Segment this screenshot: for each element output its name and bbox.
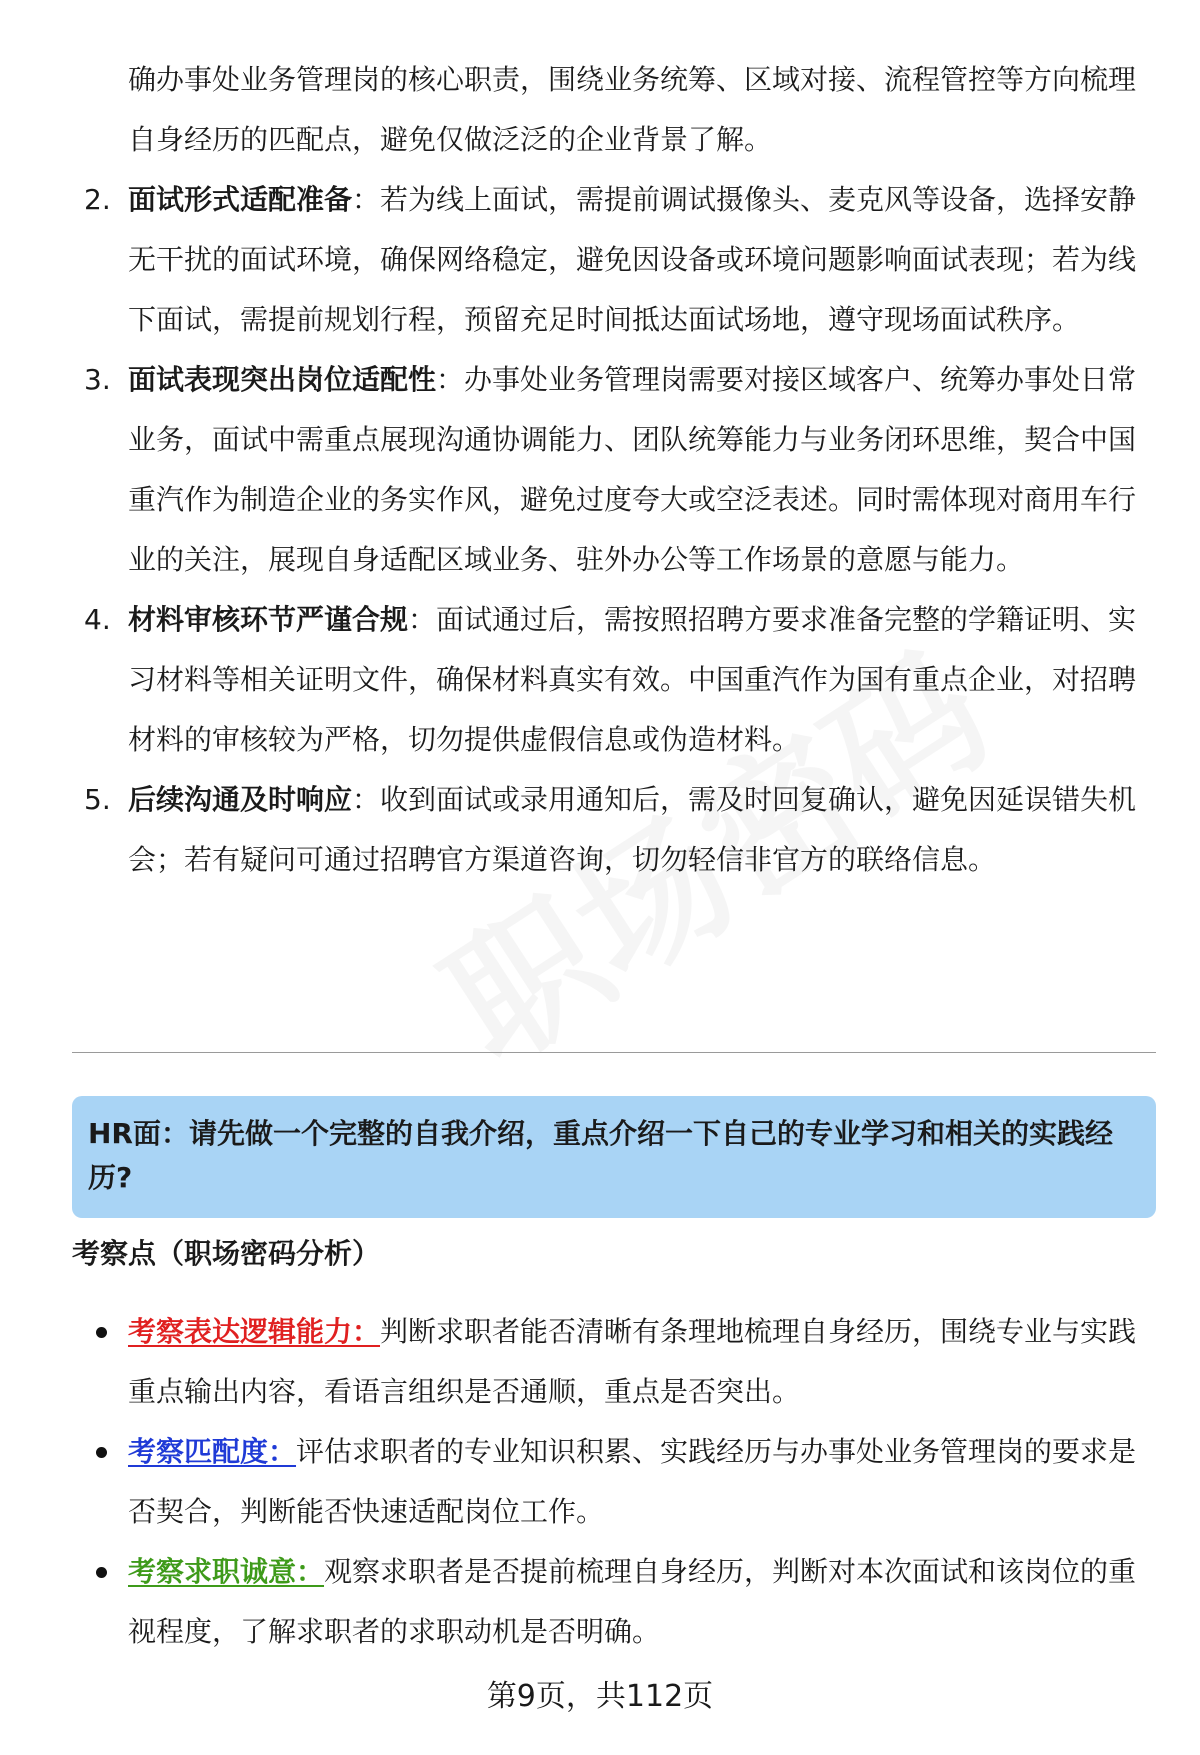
list-item [0,170,1148,350]
list-item [0,770,1148,890]
bullet-text: 判断求职者能否清晰有条理地梳理自身经历，围绕专业与实践重点输出内容，看语言组织是否通顺，重点是否突出。 [128,1315,1137,1408]
question-text: HR面：请先做一个完整的自我介绍，重点介绍一下自己的专业学习和相关的实践经历? [88,1117,1113,1194]
item-number: 2. [84,183,111,216]
item-sep: ： [436,363,465,396]
bullet-text: 评估求职者的专业知识积累、实践经历与办事处业务管理岗的要求是否契合，判断能否快速适配岗位工作。 [128,1435,1137,1528]
item-number: 4. [84,603,111,636]
bullet-label: 考察表达逻辑能力： [128,1315,381,1348]
bullet-label: 考察匹配度： [128,1435,297,1468]
item-sep: ： [352,783,381,816]
item-sep: ： [408,603,437,636]
list-item [0,1542,1148,1662]
item-term: 后续沟通及时响应 [128,783,353,816]
item-term: 材料审核环节严谨合规 [128,603,409,636]
numbered-list [0,170,1200,890]
item-text: 若为线上面试，需提前调试摄像头、麦克风等设备，选择安静无干扰的面试环境，确保网络稳定，避免因设备或环境问题影响面试表现；若为线下面试，需提前规划行程，预留充足时间抵达面试场地，遵守现场面试秩序。 [128,183,1137,336]
item-text: 面试通过后，需按照招聘方要求准备完整的学籍证明、实习材料等相关证明文件，确保材料真实有效。中国重汽作为国有重点企业，对招聘材料的审核较为严格，切勿提供虚假信息或伪造材料。 [128,603,1137,756]
bullet-dot-icon [96,1447,107,1458]
item-text: 办事处业务管理岗需要对接区域客户、统筹办事处日常业务，面试中需重点展现沟通协调能力、团队统筹能力与业务闭环思维，契合中国重汽作为制造企业的务实作风，避免过度夸大或空泛表述。同时需体现对商用车行业的关注，展现自身适配区域业务、驻外办公等工作场景的意愿与能力。 [128,363,1137,576]
item-term: 面试表现突出岗位适配性 [128,363,437,396]
item-term: 面试形式适配准备 [128,183,353,216]
bullet-label: 考察求职诚意： [128,1555,325,1588]
continuation-paragraph: 确办事处业务管理岗的核心职责，围绕业务统筹、区域对接、流程管控等方向梳理自身经历的匹配点，避免仅做泛泛的企业背景了解。 [128,63,1137,156]
list-item [0,350,1148,590]
section-divider [72,1052,1156,1053]
assessment-points-title: 考察点（职场密码分析） [72,1237,381,1270]
item-sep: ： [352,183,381,216]
page-number: 第9页，共112页 [486,1679,714,1714]
bullet-dot-icon [96,1567,107,1578]
item-number: 5. [84,783,111,816]
list-item [0,1422,1148,1542]
item-text: 收到面试或录用通知后，需及时回复确认，避免因延误错失机会；若有疑问可通过招聘官方渠道咨询，切勿轻信非官方的联络信息。 [128,783,1137,876]
bullet-dot-icon [96,1327,107,1338]
item-number: 3. [84,363,111,396]
list-item [0,590,1148,770]
list-item [0,1302,1148,1422]
bullet-text: 观察求职者是否提前梳理自身经历，判断对本次面试和该岗位的重视程度，了解求职者的求职动机是否明确。 [128,1555,1137,1648]
bullet-list [0,1302,1200,1662]
